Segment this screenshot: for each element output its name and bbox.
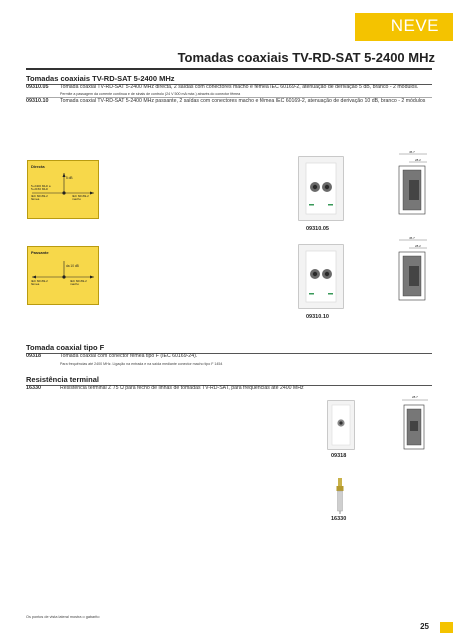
product-caption: 09310.05 xyxy=(306,226,329,232)
product-caption: 16330 xyxy=(331,516,347,522)
title-rule xyxy=(26,68,432,70)
input-label: 5÷2400 MHz a 5÷2150 MHz xyxy=(31,184,51,192)
footer-note: Os pontos de vista lateral mostra o gabarito xyxy=(26,615,100,619)
product-image-09310-05 xyxy=(298,156,344,221)
product-code: 09318 xyxy=(26,353,41,359)
product-caption: 09318 xyxy=(331,453,347,459)
coax-socket-icon xyxy=(299,157,343,220)
side-profile-icon xyxy=(393,150,429,220)
side-view-drawing xyxy=(398,395,430,453)
coax-socket-icon xyxy=(299,245,343,308)
dimension-label: 28.2 xyxy=(415,158,421,162)
female-connector-label: IEC 60169-2 fêmea xyxy=(31,279,48,287)
page-number: 25 xyxy=(420,622,429,631)
wiring-diagram-directa xyxy=(27,160,99,219)
product-description: Tomada coaxial TV-RD-SAT 5-2400 MHz directa, 2 saídas com conectores macho e fêmea IEC 60169-2, atenuação de derivação 5 dB, branco - 2 módulos. Permite a passagem da corrente contínua e de sinais de controlo (24 V 500 mA máx.) através do conector fêmea xyxy=(60,84,419,96)
dimension-label: 45.7 xyxy=(409,236,415,240)
wiring-diagram-passante xyxy=(27,246,99,305)
brand-name: NEVE xyxy=(390,16,439,35)
dimension-label: 45.7 xyxy=(409,150,415,154)
product-image-09318 xyxy=(327,400,355,450)
section-note: Para frequências até 2400 MHz. Ligação na entrada e na saída mediante conector macho tipo F 1454 xyxy=(60,362,223,366)
product-description: Resistência terminal Z 75 Ω para fecho de linhas de tomadas TV-RD-SAT, para frequências até 2400 MHz xyxy=(60,385,304,391)
product-row xyxy=(26,385,432,393)
brand-banner xyxy=(355,13,453,41)
diagram-lines xyxy=(28,247,98,304)
type-f-socket-icon xyxy=(328,401,354,449)
product-code: 09310.10 xyxy=(26,98,49,104)
side-profile-icon xyxy=(398,395,430,453)
dimension-label: 28.7 xyxy=(412,395,418,399)
page-tab xyxy=(440,622,453,633)
side-profile-icon xyxy=(393,236,429,306)
diagram-label: Directa xyxy=(31,164,45,169)
product-code: 16330 xyxy=(26,385,41,391)
atten-label: da 10 dB xyxy=(66,264,79,268)
side-view-drawing xyxy=(393,150,429,220)
terminal-resistor-icon xyxy=(333,478,347,514)
product-description: Tomada coaxial TV-RD-SAT 5-2400 MHz passante, 2 saídas com conectores macho e fêmea IEC 60169-2, atenuação de derivação 10 dB, branco - 2 módulos xyxy=(60,98,426,104)
product-image-16330 xyxy=(333,478,347,514)
section-heading-typef: Tomada coaxial tipo F xyxy=(26,343,432,354)
male-connector-label: IEC 60169-2 macho xyxy=(72,194,89,202)
diagram-label: Passante xyxy=(31,250,49,255)
product-row xyxy=(26,353,432,361)
side-view-drawing xyxy=(393,236,429,306)
dimension-label: 28.2 xyxy=(415,244,421,248)
product-code: 09310.05 xyxy=(26,84,49,90)
female-connector-label: IEC 60169-2 fêmea xyxy=(31,194,48,202)
section-heading-coax: Tomadas coaxiais TV-RD-SAT 5-2400 MHz xyxy=(26,74,432,85)
male-connector-label: IEC 60169-2 macho xyxy=(70,279,87,287)
product-image-09310-10 xyxy=(298,244,344,309)
product-description: Tomada coaxial com conector fêmea tipo F (IEC 60169-24). xyxy=(60,353,198,359)
product-row xyxy=(26,84,432,98)
atten-label: 5 dB xyxy=(66,176,73,180)
product-note: Permite a passagem da corrente contínua e de sinais de controlo (24 V 500 mA máx.) através do conector fêmea xyxy=(60,91,241,96)
section-heading-resist: Resistência terminal xyxy=(26,375,432,386)
product-caption: 09310.10 xyxy=(306,314,329,320)
page-title: Tomadas coaxiais TV-RD-SAT 5-2400 MHz xyxy=(177,50,435,65)
product-row xyxy=(26,98,432,112)
